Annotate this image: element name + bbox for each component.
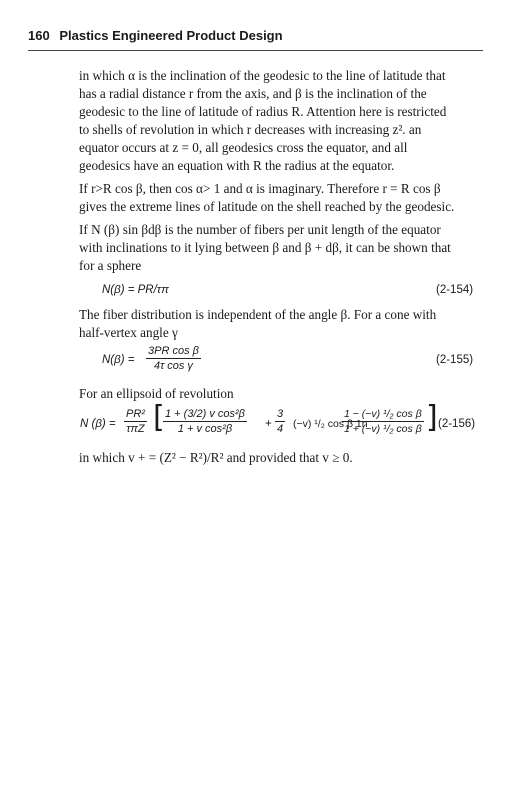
para2-line1: If r>R cos β, then cos α> 1 and α is imaginary. Therefore r = R cos β: [79, 181, 441, 196]
equation-2-156-frac3-numerator: 3: [277, 408, 284, 420]
equation-2-155-denominator: 4τ cos γ: [153, 360, 193, 372]
equation-2-156-plus: +: [265, 418, 272, 430]
equation-2-156-frac4: [342, 408, 424, 435]
equation-2-155-numerator: 3PR cos β: [148, 345, 199, 357]
para1-line2: has a radial distance r from the axis, and β is the inclination of the: [79, 86, 427, 101]
left-bracket: [: [153, 400, 165, 435]
para2-line2: gives the extreme lines of latitude on the shell reached by the geodesic.: [79, 199, 455, 214]
para3-line2: with inclinations to it lying between β and β + dβ, it can be shown that: [79, 240, 451, 255]
equation-number-2-155: (2-155): [436, 354, 474, 366]
equation-2-156-frac3-denominator: 4: [277, 423, 284, 435]
equation-number-2-156: (2-156): [438, 418, 476, 430]
para5: For an ellipsoid of revolution: [79, 386, 234, 401]
para4-line1: The fiber distribution is independent of the angle β. For a cone with: [79, 307, 437, 322]
equation-2-156-frac1-denominator: τπZ: [126, 423, 145, 435]
equation-2-156-lhs: N (β) =: [80, 418, 116, 430]
equation-2-156-frac4-numerator: 1 − (−v) ¹/₂ cos β: [344, 408, 422, 420]
equation-2-156-middle-term: (−v) ¹/₂ cos β 1n: [293, 418, 368, 430]
equation-2-156-frac1-numerator: PR²: [126, 408, 145, 420]
header-rule: [28, 50, 483, 51]
equation-2-156-frac4-denominator: 1 + (−v) ¹/₂ cos β: [344, 423, 422, 435]
para3-line3: for a sphere: [79, 258, 142, 273]
equation-2-155-lhs: N(β) =: [102, 354, 135, 366]
para1-line1: in which α is the inclination of the geodesic to the line of latitude that: [79, 68, 446, 83]
para3-line1: If N (β) sin βdβ is the number of fibers per unit length of the equator: [79, 222, 441, 237]
running-header: [28, 28, 283, 43]
para6: in which v + = (Z² − R²)/R² and provided that v ≥ 0.: [79, 450, 353, 465]
para1-line4: to shells of revolution in which r decreases with increasing z². an: [79, 122, 422, 137]
equation-2-156-frac3: [275, 408, 285, 435]
para1-line6: geodesics have an equation with R the radius at the equator.: [79, 158, 395, 173]
running-title: Plastics Engineered Product Design: [59, 28, 283, 43]
equation-number-2-154: (2-154): [436, 284, 474, 296]
right-bracket: ]: [426, 400, 438, 435]
equation-2-156-frac1: [124, 408, 147, 435]
equation-2-154: N(β) = PR/τπ: [102, 284, 169, 296]
equation-2-155-fraction: [146, 345, 201, 372]
para1-line3: geodesic to the line of latitude of radius R. Attention here is restricted: [79, 104, 447, 119]
equation-2-156-frac2: [163, 408, 247, 435]
page-number: 160: [28, 28, 50, 43]
equation-2-156-frac2-denominator: 1 + v cos²β: [177, 423, 233, 435]
para4-line2: half-vertex angle γ: [79, 325, 178, 340]
equation-2-156-frac2-numerator: 1 + (3/2) v cos²β: [165, 408, 245, 420]
para1-line5: equator occurs at z = 0, all geodesics cross the equator, and all: [79, 140, 408, 155]
